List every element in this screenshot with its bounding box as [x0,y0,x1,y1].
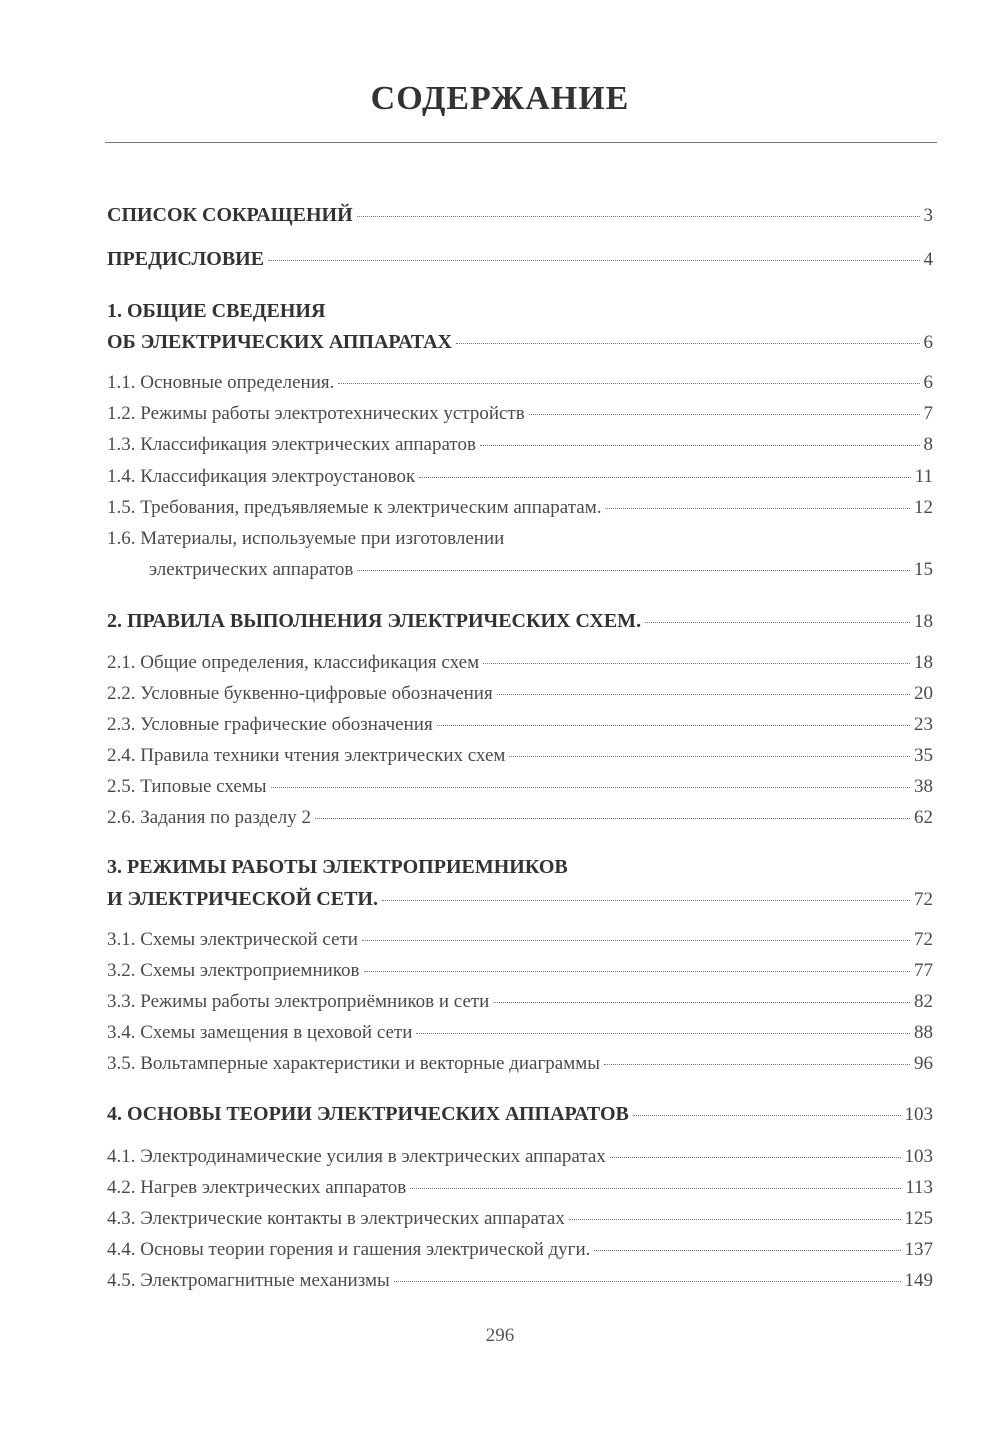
toc-chapter-4[interactable] [107,1103,933,1126]
toc-page-number: 77 [914,960,933,981]
toc-page-number: 23 [914,714,933,735]
dot-leader [633,1115,901,1116]
page-title: СОДЕРЖАНИЕ [370,80,630,117]
toc-section-2-5[interactable] [107,776,933,798]
toc-entry-label: 2.5. Типовые схемы [107,776,267,797]
toc-entry-label: 1.3. Классификация электрических аппаратов [107,434,476,455]
toc-chapter-1-title-line1[interactable]: 1. ОБЩИЕ СВЕДЕНИЯ [107,300,326,322]
dot-leader [357,216,920,217]
toc-page-number: 18 [914,652,933,673]
toc-section-2-3[interactable] [107,714,933,736]
toc-entry-label: 2.1. Общие определения, классификация схем [107,652,480,673]
toc-page-number: 62 [914,807,933,828]
toc-entry-label: 3.1. Схемы электрической сети [107,929,358,950]
toc-entry-label: 4.1. Электродинамические усилия в электрических аппаратах [107,1146,606,1167]
dot-leader [610,1157,901,1158]
toc-entry-label: 4.3. Электрические контакты в электрических аппаратах [107,1208,565,1229]
toc-page-number: 4 [923,249,933,270]
dot-leader [410,1188,901,1189]
toc-entry-label: 1.4. Классификация электроустановок [107,466,416,487]
toc-chapter-2[interactable] [107,610,933,633]
dot-leader [569,1219,901,1220]
toc-page-number: 15 [914,559,933,580]
toc-entry-label: 3.5. Вольтамперные характеристики и векторные диаграммы [107,1053,601,1074]
dot-leader [483,663,910,664]
dot-leader [493,1002,910,1003]
dot-leader [268,260,919,261]
dot-leader [416,1033,910,1034]
toc-section-2-2[interactable] [107,683,933,705]
toc-page-number: 35 [914,745,933,766]
toc-page-number: 96 [914,1053,933,1074]
toc-section-1-4[interactable] [107,466,933,488]
toc-section-3-1[interactable] [107,929,933,951]
toc-entry-label: 2.2. Условные буквенно-цифровые обозначения [107,683,493,704]
page-number: 296 [485,1325,515,1346]
toc-entry-label: 2. ПРАВИЛА ВЫПОЛНЕНИЯ ЭЛЕКТРИЧЕСКИХ СХЕМ. [107,610,642,632]
toc-page-number: 11 [914,466,933,487]
toc-page-number: 113 [905,1177,933,1198]
toc-entry-label: 1.2. Режимы работы электротехнических устройств [107,403,525,424]
toc-section-4-5[interactable] [107,1270,933,1292]
toc-page-number: 12 [914,497,933,518]
toc-section-3-2[interactable] [107,960,933,982]
dot-leader [604,1064,910,1065]
toc-section-1-2[interactable] [107,403,933,425]
toc-entry-preface[interactable] [107,248,933,271]
toc-page-number: 38 [914,776,933,797]
toc-entry-label: 2.6. Задания по разделу 2 [107,807,311,828]
toc-page-number: 7 [923,403,933,424]
toc-section-1-5[interactable] [107,497,933,519]
toc-entry-label: И ЭЛЕКТРИЧЕСКОЙ СЕТИ. [107,888,378,910]
toc-section-1-3[interactable] [107,434,933,456]
toc-section-4-4[interactable] [107,1239,933,1261]
toc-entry-label: ПРЕДИСЛОВИЕ [107,248,265,270]
toc-section-1-6[interactable] [107,559,933,581]
dot-leader [605,508,910,509]
toc-page-number: 103 [904,1104,933,1125]
toc-section-3-5[interactable] [107,1053,933,1075]
toc-section-2-4[interactable] [107,745,933,767]
toc-chapter-3[interactable] [107,888,933,911]
toc-entry-label: 3.4. Схемы замещения в цеховой сети [107,1022,413,1043]
dot-leader [364,971,910,972]
toc-section-2-1[interactable] [107,652,933,674]
dot-leader [594,1250,900,1251]
toc-section-3-4[interactable] [107,1022,933,1044]
dot-leader [437,725,910,726]
toc-chapter-3-title-line1[interactable]: 3. РЕЖИМЫ РАБОТЫ ЭЛЕКТРОПРИЕМНИКОВ [107,856,568,878]
toc-entry-label: 1.5. Требования, предъявляемые к электрическим аппаратам. [107,497,602,518]
toc-entry-abbreviations[interactable] [107,204,933,227]
toc-entry-label: 4. ОСНОВЫ ТЕОРИИ ЭЛЕКТРИЧЕСКИХ АППАРАТОВ [107,1103,629,1125]
toc-section-4-1[interactable] [107,1146,933,1168]
toc-section-4-2[interactable] [107,1177,933,1199]
toc-page-number: 103 [904,1146,933,1167]
dot-leader [362,940,910,941]
toc-page-number: 72 [914,929,933,950]
dot-leader [480,445,920,446]
toc-section-2-6[interactable] [107,807,933,829]
toc-page-number: 72 [914,889,933,910]
dot-leader [315,818,910,819]
toc-page-number: 3 [923,205,933,226]
toc-page-number: 125 [904,1208,933,1229]
toc-page-number: 88 [914,1022,933,1043]
toc-entry-label: 4.5. Электромагнитные механизмы [107,1270,390,1291]
toc-page-number: 20 [914,683,933,704]
dot-leader [509,756,910,757]
toc-chapter-1[interactable] [107,331,933,354]
dot-leader [382,900,910,901]
dot-leader [338,383,919,384]
toc-page-number: 6 [923,372,933,393]
toc-page-number: 137 [904,1239,933,1260]
dot-leader [419,477,910,478]
dot-leader [645,622,910,623]
dot-leader [529,414,920,415]
toc-section-1-1[interactable] [107,372,933,394]
dot-leader [394,1281,901,1282]
toc-section-1-6-line1[interactable]: 1.6. Материалы, используемые при изготовлении [107,528,505,549]
toc-page-number: 6 [923,332,933,353]
toc-entry-label: 3.2. Схемы электроприемников [107,960,360,981]
dot-leader [456,343,920,344]
toc-entry-label: 2.3. Условные графические обозначения [107,714,433,735]
toc-section-3-3[interactable] [107,991,933,1013]
toc-page-number: 149 [904,1270,933,1291]
dot-leader [497,694,910,695]
toc-entry-label: 1.1. Основные определения. [107,372,335,393]
toc-section-4-3[interactable] [107,1208,933,1230]
toc-page-number: 18 [914,611,933,632]
toc-entry-label: ОБ ЭЛЕКТРИЧЕСКИХ АППАРАТАХ [107,331,452,353]
toc-page-number: 8 [923,434,933,455]
toc-page-number: 82 [914,991,933,1012]
dot-leader [357,570,910,571]
toc-entry-label: электрических аппаратов [149,559,354,580]
toc-entry-label: 4.2. Нагрев электрических аппаратов [107,1177,407,1198]
toc-entry-label: СПИСОК СОКРАЩЕНИЙ [107,204,353,226]
toc-entry-label: 4.4. Основы теории горения и гашения электрической дуги. [107,1239,591,1260]
dot-leader [271,787,910,788]
toc-entry-label: 2.4. Правила техники чтения электрических схем [107,745,506,766]
toc-entry-label: 3.3. Режимы работы электроприёмников и сети [107,991,490,1012]
